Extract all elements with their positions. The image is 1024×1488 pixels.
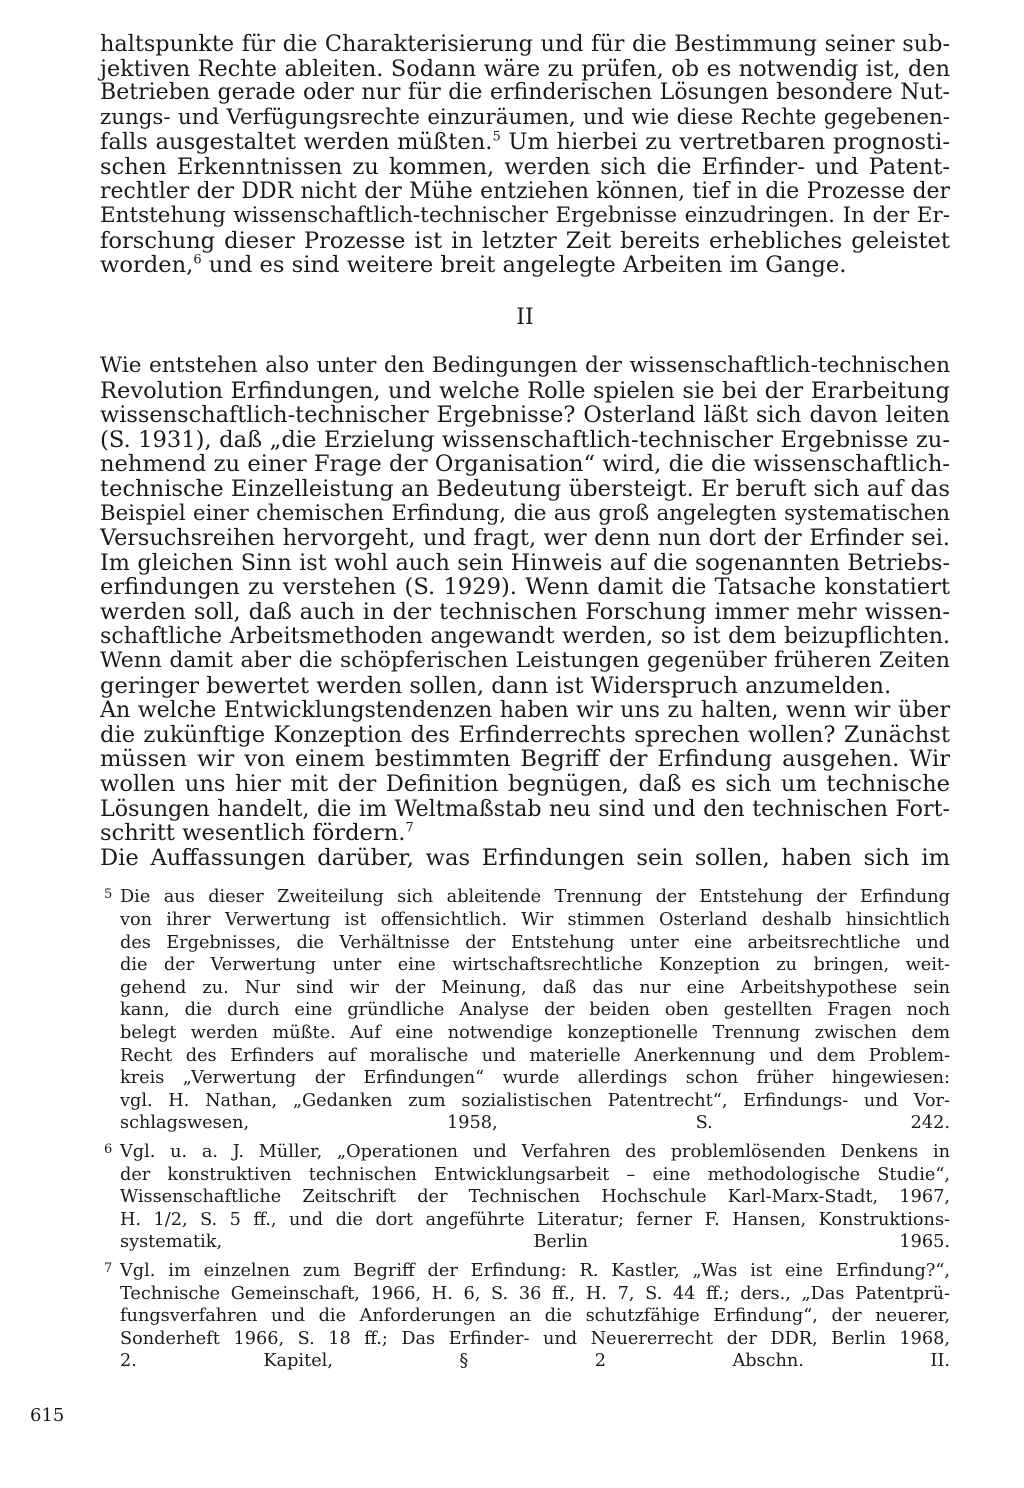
text-line: werden soll, daß auch in der technischen Forschung immer mehr wissen- [100,598,950,625]
page-number: 615 [30,1405,65,1426]
text-line: geringer bewertet werden sollen, dann ist Widerspruch anzumelden. [100,672,892,699]
text-line: Im gleichen Sinn ist wohl auch sein Hinweis auf die sogenannten Betriebs- [100,549,950,576]
text-line: Versuchsreihen hervorgeht, und fragt, wer denn nun dort der Erfinder sei. [100,525,950,552]
text-line: Lösungen handelt, die im Weltmaßstab neu sind und den technischen Fort- [100,795,950,822]
text-line: erfindungen zu verstehen (S. 1929). Wenn damit die Tatsache konstatiert [100,574,950,601]
footnote-line: Technische Gemeinschaft, 1966, H. 6, S. 36 ff., H. 7, S. 44 ff.; ders., „Das Patentprü- [120,1283,950,1304]
footnote-line: Recht des Erfinders auf moralische und materielle Anerkennung und dem Problem- [120,1045,950,1066]
footnote-ref: 7 [405,820,414,836]
text-line: wissenschaftlich-technischer Ergebnisse? Osterland läßt sich davon leiten [100,402,950,429]
footnote-line: von ihrer Verwertung ist offensichtlich. Wir stimmen Osterland deshalb hinsichtlich [120,910,950,930]
text-line: nehmend zu einer Frage der Organisation“ wird, die die wissenschaftlich- [100,451,950,478]
footnote-ref: 6 [193,252,202,268]
text-line: jektiven Rechte ableiten. Sodann wäre zu prüfen, ob es notwendig ist, den [100,55,950,82]
text-line: schaftliche Arbeitsmethoden angewandt werden, so ist dem beizupflichten. [100,623,950,650]
text-line: müssen wir von einem bestimmten Begriff der Erfindung ausgehen. Wir [100,746,950,773]
footnote-line: H. 1/2, S. 5 ff., und die dort angeführte Literatur; ferner F. Hansen, Konstruktions- [120,1209,950,1230]
text-line: Revolution Erfindungen, und welche Rolle spielen sie bei der Erarbeitung [100,377,950,404]
footnote-line: systematik, Berlin 1965. [120,1232,950,1253]
text-line [100,821,950,846]
section-heading: II [516,304,534,330]
footnote-line: Wissenschaftliche Zeitschrift der Technischen Hochschule Karl-Marx-Stadt, 1967, [120,1187,950,1208]
footnote-line: Sonderheft 1966, S. 18 ff.; Das Erfinder- und Neuererrecht der DDR, Berlin 1968, [120,1328,950,1349]
footnote-number: 6 [104,1141,113,1157]
footnote-line: fungsverfahren und die Anforderungen an die schutzfähige Erfindung“, der neuerer, [120,1306,950,1327]
footnote-line: vgl. H. Nathan, „Gedanken zum sozialistischen Patentrecht“, Erfindungs- und Vor- [120,1090,950,1111]
text-line [100,253,950,278]
text-line: Entstehung wissenschaftlich-technischer Ergebnisse einzudringen. In der Er- [100,203,950,229]
text-line: Beispiel einer chemischen Erfindung, die aus groß angelegten systematischen [100,500,950,526]
text-line: Die Auffassungen darüber, was Erfindungen sein sollen, haben sich im [100,844,950,871]
text-line: Betrieben gerade oder nur für die erfinderischen Lösungen besondere Nut- [100,80,950,106]
text-segment: falls ausgestaltet werden müßten. [100,129,493,156]
footnote-line: schlagswesen, 1958, S. 242. [120,1113,950,1134]
text-line: rechtler der DDR nicht der Mühe entziehen können, tief in die Prozesse der [100,178,950,204]
footnote-line: Die aus dieser Zweiteilung sich ableitende Trennung der Entstehung der Erfindung [120,887,950,908]
text-line: wollen uns hier mit der Definition begnügen, daß es sich um technische [100,771,950,798]
text-line: forschung dieser Prozesse ist in letzter Zeit bereits erhebliches geleistet [100,227,950,254]
text-segment: und es sind weitere breit angelegte Arbeiten im Gange. [201,252,847,279]
text-line [100,130,950,155]
footnote-line: des Ergebnisses, die Verhältnisse der Entstehung unter eine arbeitsrechtliche und [120,932,950,953]
paragraph-2 [100,354,950,698]
text-line: An welche Entwicklungstendenzen haben wir uns zu halten, wenn wir über [100,697,950,724]
text-segment: worden, [100,252,194,279]
footnotes [100,886,950,1372]
footnote-number: 5 [104,887,113,903]
text-line: technische Einzelleistung an Bedeutung übersteigt. Er beruft sich auf das [100,475,950,502]
text-line: Wie entstehen also unter den Bedingungen der wissenschaftlich-technischen [100,352,950,378]
text-segment: Um hierbei zu vertretbaren prognosti- [500,129,950,156]
footnote-line: gehend zu. Nur sind wir der Meinung, daß das nur eine Arbeitshypothese sein [120,977,950,998]
text-line: die zukünftige Konzeption des Erfinderrechts sprechen wollen? Zunächst [100,721,950,748]
footnote-5 [100,886,950,1135]
footnote-line: Vgl. im einzelnen zum Begriff der Erfindung: R. Kastler, „Was ist eine Erfindung?“, [120,1260,950,1281]
footnote-line: der konstruktiven technischen Entwicklungsarbeit – eine methodologische Studie“, [120,1164,950,1185]
footnote-number: 7 [104,1260,113,1276]
text-line: schen Erkenntnissen zu kommen, werden sich die Erfinder- und Patent- [100,153,950,180]
footnote-line: belegt werden müßte. Auf eine notwendige konzeptionelle Trennung zwischen dem [120,1022,950,1043]
paragraph-4 [100,846,950,871]
page-content [100,32,950,1373]
footnote-7 [100,1260,950,1373]
footnote-line: kreis „Verwertung der Erfindungen“ wurde allerdings schon früher hingewiesen: [120,1068,950,1089]
footnote-line: kann, die durch eine gründliche Analyse der beiden oben gestellten Fragen noch [120,1000,950,1021]
footnote-6 [100,1141,950,1254]
text-line: Wenn damit aber die schöpferischen Leistungen gegenüber früheren Zeiten [100,648,950,674]
footnote-line: 2. Kapitel, § 2 Abschn. II. [120,1351,950,1372]
text-line: (S. 1931), daß „die Erzielung wissenschaftlich-technischer Ergebnisse zu- [100,426,950,453]
text-line: haltspunkte für die Charakterisierung und für die Bestimmung seiner sub- [100,31,950,57]
text-segment: schritt wesentlich fördern. [100,820,406,847]
footnote-line: Vgl. u. a. J. Müller, „Operationen und Verfahren des problemlösenden Denkens in [120,1141,950,1162]
footnote-line: die der Verwertung unter eine wirtschaftsrechtliche Konzeption zu bringen, weit- [120,955,950,976]
paragraph-1 [100,32,950,278]
footnote-ref: 5 [492,129,501,145]
text-line: zungs- und Verfügungsrechte einzuräumen, und wie diese Rechte gegebenen- [100,104,950,130]
paragraph-3 [100,698,950,846]
